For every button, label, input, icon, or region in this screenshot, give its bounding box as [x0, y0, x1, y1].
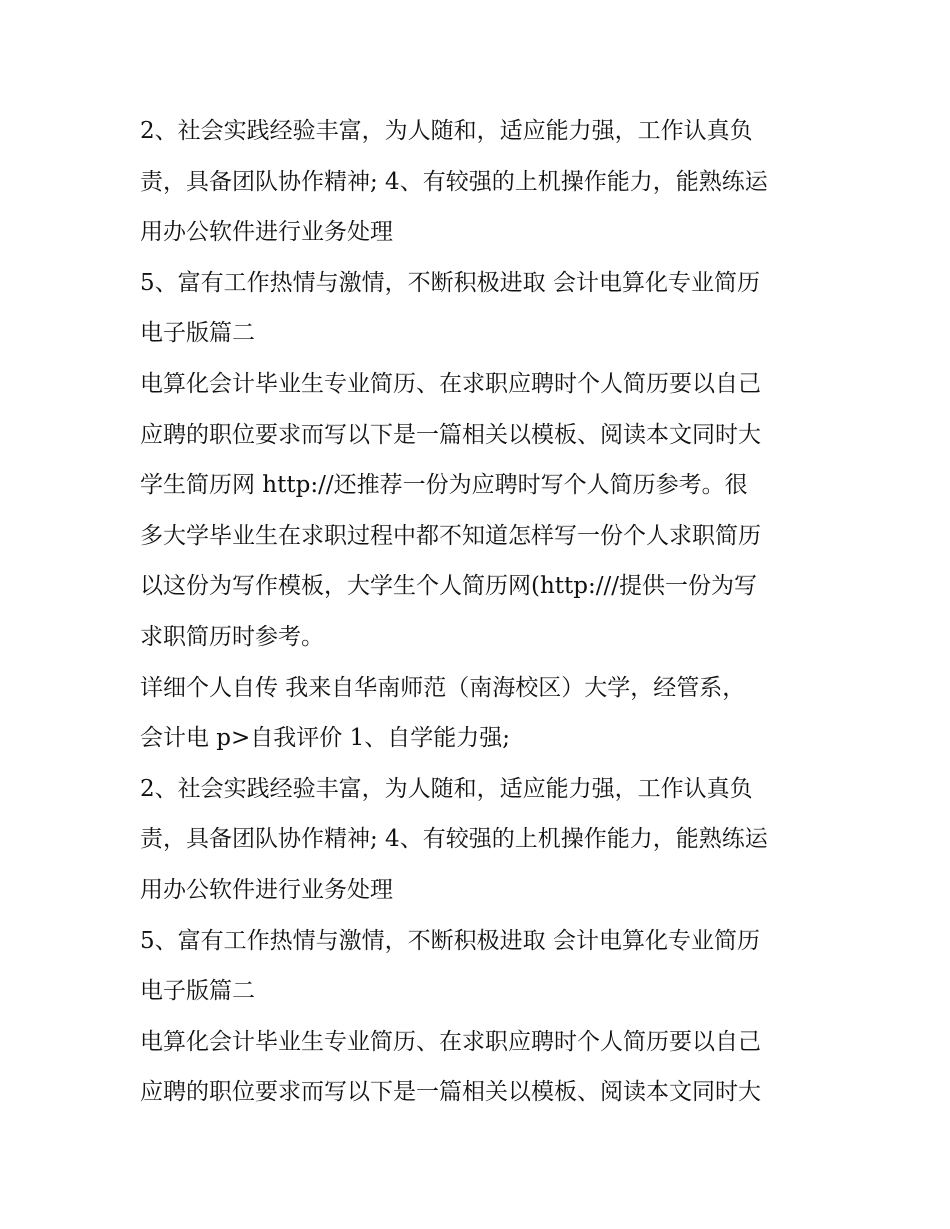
text-line: 电算化会计毕业生专业简历、在求职应聘时个人简历要以自己	[140, 370, 761, 397]
text-line: 电子版篇二	[140, 320, 255, 347]
text-line: 2、社会实践经验丰富，为人随和，适应能力强，工作认真负	[140, 118, 753, 144]
text-line: 以这份为写作模板，大学生个人简历网(http:///提供一份为写	[140, 573, 757, 600]
document-body-text	[140, 106, 820, 1118]
text-line: 详细个人自传 我来自华南师范（南海校区）大学，经管系，	[140, 674, 746, 701]
text-line: 责，具备团队协作精神; 4、有较强的上机操作能力，能熟练运	[140, 826, 768, 853]
text-line: 会计电 p>自我评价 1、自学能力强;	[140, 725, 510, 752]
text-line: 电子版篇二	[140, 978, 255, 1005]
text-line: 电算化会计毕业生专业简历、在求职应聘时个人简历要以自己	[140, 1028, 761, 1055]
text-line: 5、富有工作热情与激情，不断积极进取 会计电算化专业简历	[140, 269, 760, 296]
text-line: 多大学毕业生在求职过程中都不知道怎样写一份个人求职简历	[140, 522, 761, 549]
text-line: 应聘的职位要求而写以下是一篇相关以模板、阅读本文同时大	[140, 1079, 761, 1106]
text-line: 2、社会实践经验丰富，为人随和，适应能力强，工作认真负	[140, 775, 753, 802]
text-line: 学生简历网 http://还推荐一份为应聘时写个人简历参考。很	[140, 472, 748, 499]
text-line: 应聘的职位要求而写以下是一篇相关以模板、阅读本文同时大	[140, 421, 761, 448]
text-line: 用办公软件进行业务处理	[140, 219, 393, 246]
text-line: 责，具备团队协作精神; 4、有较强的上机操作能力，能熟练运	[140, 168, 768, 195]
text-line: 求职简历时参考。	[140, 623, 324, 650]
text-line: 用办公软件进行业务处理	[140, 876, 393, 903]
text-line: 5、富有工作热情与激情，不断积极进取 会计电算化专业简历	[140, 927, 760, 954]
